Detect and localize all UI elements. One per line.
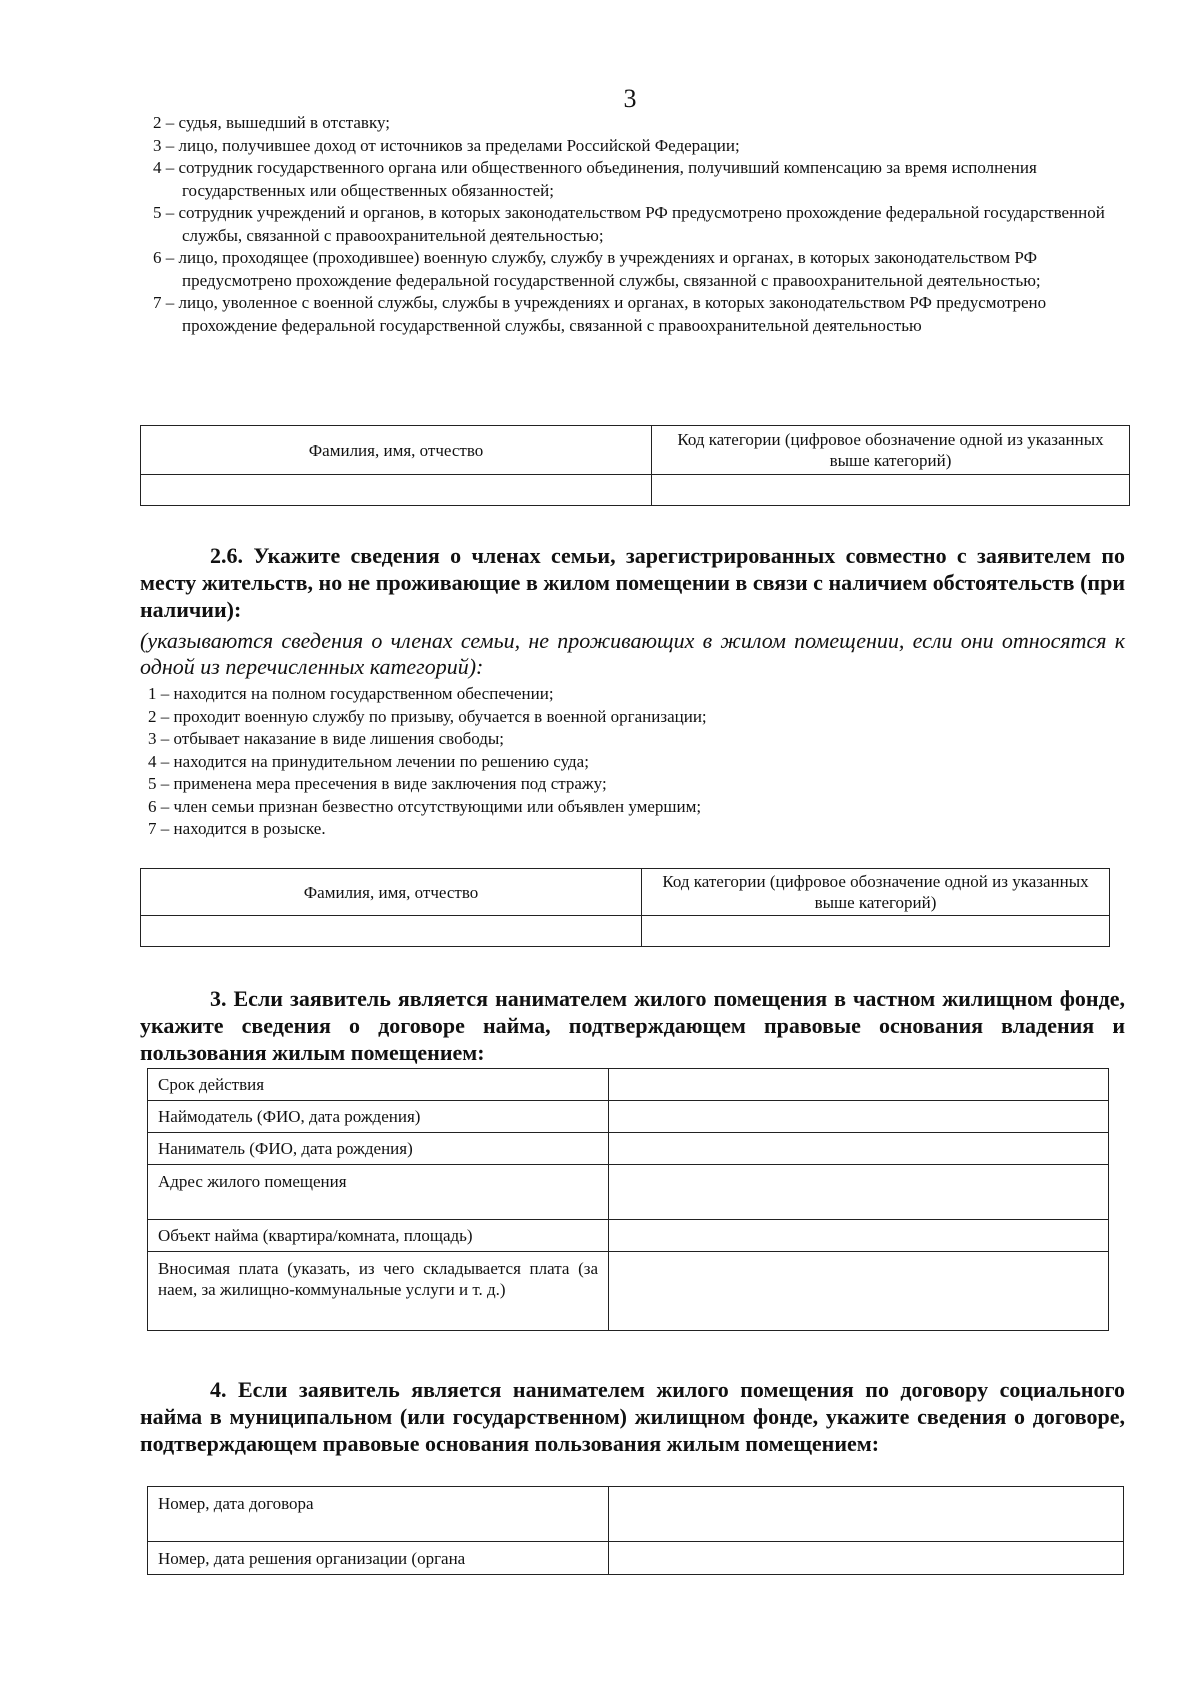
table-label: Наниматель (ФИО, дата рождения) bbox=[148, 1133, 609, 1165]
list-item: 3 – отбывает наказание в виде лишения свободы; bbox=[148, 729, 505, 748]
table-row bbox=[141, 916, 1110, 947]
table-value[interactable] bbox=[609, 1069, 1109, 1101]
table-label: Номер, дата договора bbox=[148, 1487, 609, 1542]
list-item: 3 – лицо, получившее доход от источников за пределами Российской Федерации; bbox=[153, 135, 740, 155]
table-label: Номер, дата решения организации (органа bbox=[148, 1542, 609, 1575]
list-item: 2 – судья, вышедший в отставку; bbox=[153, 113, 390, 132]
category-table-1 bbox=[140, 425, 1130, 506]
table-label: Вносимая плата (указать, из чего складывается плата (за наем, за жилищно-коммунальные услуги и т. д.) bbox=[148, 1252, 609, 1331]
category-table-2 bbox=[140, 868, 1110, 947]
section-2-6-heading: 2.6. Укажите сведения о членах семьи, зарегистрированных совместно с заявителем по месту жительств, но не проживающие в жилом помещении в связи с наличием обстоятельств (при наличии): bbox=[140, 543, 1125, 622]
list-item: 6 – лицо, проходящее (проходившее) военную службу, службу в учреждениях и органах, в которых законодательством РФ предусмотрено прохождение федеральной государственной службы, связанной с правоохранительной деятельностью; bbox=[153, 248, 1041, 290]
table-row bbox=[148, 1101, 1109, 1133]
list-item: 6 – член семьи признан безвестно отсутствующими или объявлен умершим; bbox=[148, 796, 702, 816]
list-item: 7 – лицо, уволенное с военной службы, службы в учреждениях и органах, в которых законодательством РФ предусмотрено прохождение федеральной государственной службы, связанной с правоохранительной деятельностью bbox=[153, 293, 1047, 335]
list-item: 5 – применена мера пресечения в виде заключения под стражу; bbox=[148, 774, 607, 793]
table-cell-name[interactable] bbox=[141, 475, 652, 506]
table-value[interactable] bbox=[609, 1165, 1109, 1220]
table-value[interactable] bbox=[609, 1101, 1109, 1133]
table-value[interactable] bbox=[609, 1487, 1124, 1542]
lease-agreement-table bbox=[147, 1068, 1109, 1331]
section-4-heading: 4. Если заявитель является нанимателем жилого помещения по договору социального найма в муниципальном (или государственном) жилищном фонде, укажите сведения о договоре, подтверждающем правовые основания пользования жилым помещением: bbox=[140, 1377, 1125, 1456]
list-item: 4 – находится на принудительном лечении по решению суда; bbox=[148, 751, 589, 771]
table-row bbox=[148, 1487, 1124, 1542]
table-value[interactable] bbox=[609, 1133, 1109, 1165]
table-row bbox=[148, 1220, 1109, 1252]
list-item: 2 – проходит военную службу по призыву, обучается в военной организации; bbox=[148, 706, 707, 726]
table-row bbox=[148, 1133, 1109, 1165]
table-row bbox=[148, 1069, 1109, 1101]
list-item: 7 – находится в розыске. bbox=[148, 819, 326, 838]
table-cell-name[interactable] bbox=[141, 916, 642, 947]
list-item: 4 – сотрудник государственного органа или общественного объединения, получивший компенсацию за время исполнения государственных или общественных обязанностей; bbox=[153, 158, 1037, 200]
table-cell-code[interactable] bbox=[652, 475, 1130, 506]
table-label: Срок действия bbox=[148, 1069, 609, 1101]
table-row bbox=[148, 1252, 1109, 1331]
table-label: Адрес жилого помещения bbox=[148, 1165, 609, 1220]
table-header-name: Фамилия, имя, отчество bbox=[141, 426, 652, 475]
table-row bbox=[141, 475, 1130, 506]
table-header-code: Код категории (цифровое обозначение одной из указанных выше категорий) bbox=[642, 869, 1110, 916]
table-header-row bbox=[141, 869, 1110, 916]
section-2-6-note: (указываются сведения о членах семьи, не проживающих в жилом помещении, если они относятся к одной из перечисленных категорий): bbox=[140, 628, 1125, 679]
category-list bbox=[153, 112, 1113, 337]
table-value[interactable] bbox=[609, 1220, 1109, 1252]
social-lease-table bbox=[147, 1486, 1124, 1575]
list-item: 1 – находится на полном государственном обеспечении; bbox=[148, 684, 554, 703]
section-3-heading: 3. Если заявитель является нанимателем жилого помещения в частном жилищном фонде, укажите сведения о договоре найма, подтверждающем правовые основания владения и пользования жилым помещением: bbox=[140, 986, 1125, 1065]
table-row bbox=[148, 1542, 1124, 1575]
table-row bbox=[148, 1165, 1109, 1220]
table-label: Наймодатель (ФИО, дата рождения) bbox=[148, 1101, 609, 1133]
table-cell-code[interactable] bbox=[642, 916, 1110, 947]
page-number: 3 bbox=[623, 84, 637, 113]
table-header-name: Фамилия, имя, отчество bbox=[141, 869, 642, 916]
family-category-list bbox=[148, 683, 1108, 841]
table-value[interactable] bbox=[609, 1252, 1109, 1331]
table-label: Объект найма (квартира/комната, площадь) bbox=[148, 1220, 609, 1252]
table-header-row bbox=[141, 426, 1130, 475]
list-item: 5 – сотрудник учреждений и органов, в которых законодательством РФ предусмотрено прохождение федеральной государственной службы, связанной с правоохранительной деятельностью; bbox=[153, 203, 1105, 245]
table-value[interactable] bbox=[609, 1542, 1124, 1575]
table-header-code: Код категории (цифровое обозначение одной из указанных выше категорий) bbox=[652, 426, 1130, 475]
